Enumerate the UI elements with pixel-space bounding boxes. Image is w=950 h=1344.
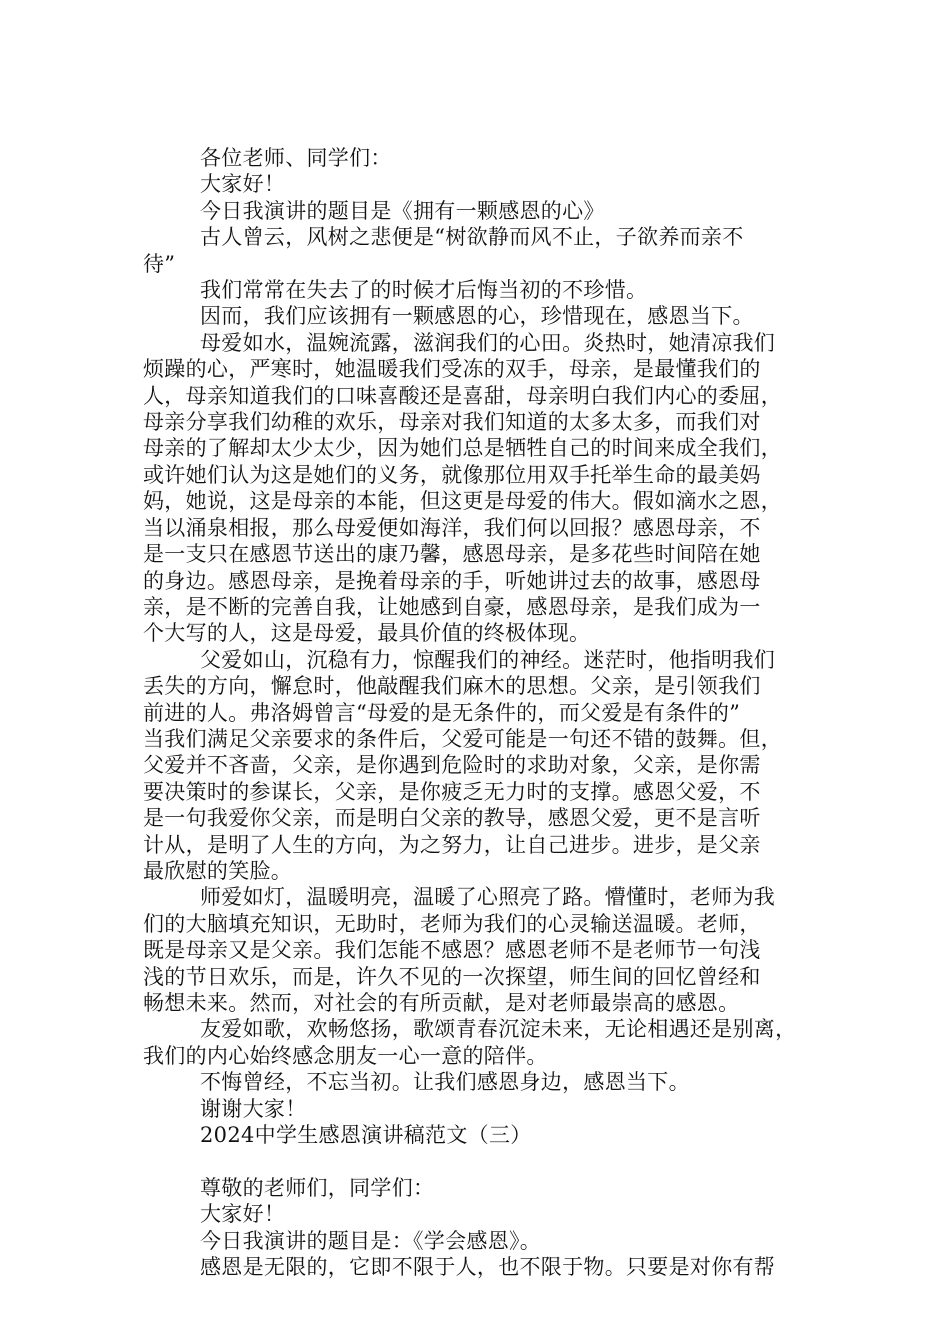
text-line: 母亲的了解却太少太少，因为她们总是牺牲自己的时间来成全我们，: [143, 436, 782, 461]
text-line: 当以涌泉相报，那么母爱便如海洋，我们何以回报？感恩母亲，不: [143, 515, 761, 540]
text-line: 浅的节日欢乐，而是，许久不见的一次探望，师生间的回忆曾经和: [143, 964, 761, 989]
text-line: 最欣慰的笑脸。: [143, 858, 293, 883]
text-line: 父爱并不吝啬，父亲，是你遇到危险时的求助对象，父亲，是你需: [143, 753, 761, 778]
blank-line: [143, 1148, 815, 1174]
text-line: 待”: [143, 251, 176, 276]
text-line: 妈，她说，这是母亲的本能，但这更是母爱的伟大。假如滴水之恩，: [143, 489, 782, 514]
text-line: 感恩是无限的，它即不限于人，也不限于物。只要是对你有帮: [200, 1255, 776, 1280]
text-line: 前进的人。弗洛姆曾言“母爱的是无条件的，而父爱是有条件的”: [143, 700, 741, 725]
text-line: 既是母亲又是父亲。我们怎能不感恩？感恩老师不是老师节一句浅: [143, 938, 761, 963]
text-line: 丢失的方向，懈怠时，他敲醒我们麻木的思想。父亲，是引领我们: [143, 674, 761, 699]
text-line: 当我们满足父亲要求的条件后，父爱可能是一句还不错的鼓舞。但，: [143, 726, 782, 751]
text-line: 不悔曾经，不忘当初。让我们感恩身边，感恩当下。: [200, 1070, 690, 1095]
text-line: 人，母亲知道我们的口味喜酸还是喜甜，母亲明白我们内心的委屈，: [143, 383, 782, 408]
text-line: 谢谢大家！: [200, 1096, 307, 1121]
text-line: 我们常常在失去了的时候才后悔当初的不珍惜。: [200, 278, 648, 303]
text-line: 古人曾云，风树之悲便是“树欲静而风不止，子欲养而亲不: [200, 225, 744, 250]
text-line: 今日我演讲的题目是：《学会感恩》。: [200, 1228, 542, 1253]
text-line: 要决策时的参谋长，父亲，是你疲乏无力时的支撑。感恩父爱，不: [143, 779, 761, 804]
section-heading: 2024中学生感恩演讲稿范文（三）: [200, 1123, 532, 1148]
text-line: 尊敬的老师们，同学们：: [200, 1175, 435, 1200]
text-line: 或许她们认为这是她们的义务，就像那位用双手托举生命的最美妈: [143, 462, 761, 487]
text-line: 的身边。感恩母亲，是挽着母亲的手，听她讲过去的故事，感恩母: [143, 568, 761, 593]
text-line: 是一支只在感恩节送出的康乃馨，感恩母亲，是多花些时间陪在她: [143, 542, 761, 567]
speech-text: [143, 145, 815, 1280]
text-line: 各位老师、同学们：: [200, 146, 392, 170]
text-line: 因而，我们应该拥有一颗感恩的心，珍惜现在，感恩当下。: [200, 304, 754, 329]
text-line: 畅想未来。然而，对社会的有所贡献，是对老师最崇高的感恩。: [143, 991, 740, 1015]
text-line: 父爱如山，沉稳有力，惊醒我们的神经。迷茫时，他指明我们: [200, 647, 776, 672]
text-line: 今日我演讲的题目是《拥有一颗感恩的心》: [200, 198, 605, 223]
text-line: 师爱如灯，温暖明亮，温暖了心照亮了路。懵懂时，老师为我: [200, 885, 776, 910]
text-line: 是一句我爱你父亲，而是明白父亲的教导，感恩父爱，更不是言听: [143, 806, 761, 831]
text-line: 亲，是不断的完善自我，让她感到自豪，感恩母亲，是我们成为一: [143, 594, 761, 619]
text-line: 母爱如水，温婉流露，滋润我们的心田。炎热时，她清凉我们: [200, 330, 776, 355]
text-line: 们的大脑填充知识，无助时，老师为我们的心灵输送温暖。老师，: [143, 911, 761, 936]
text-line: 友爱如歌，欢畅悠扬，歌颂青春沉淀未来，无论相遇还是别离，: [200, 1017, 797, 1042]
text-line: 母亲分享我们幼稚的欢乐，母亲对我们知道的太多太多，而我们对: [143, 410, 761, 435]
text-line: 个大写的人，这是母爱，最具价值的终极体现。: [143, 621, 591, 646]
text-line: 大家好！: [200, 1202, 286, 1227]
text-line: 大家好！: [200, 172, 286, 197]
text-line: 我们的内心始终感念朋友一心一意的陪伴。: [143, 1043, 548, 1068]
text-line: 计从，是明了人生的方向，为之努力，让自己进步。进步，是父亲: [143, 832, 761, 857]
text-line: 烦躁的心，严寒时，她温暖我们受冻的双手，母亲，是最懂我们的: [143, 357, 761, 382]
